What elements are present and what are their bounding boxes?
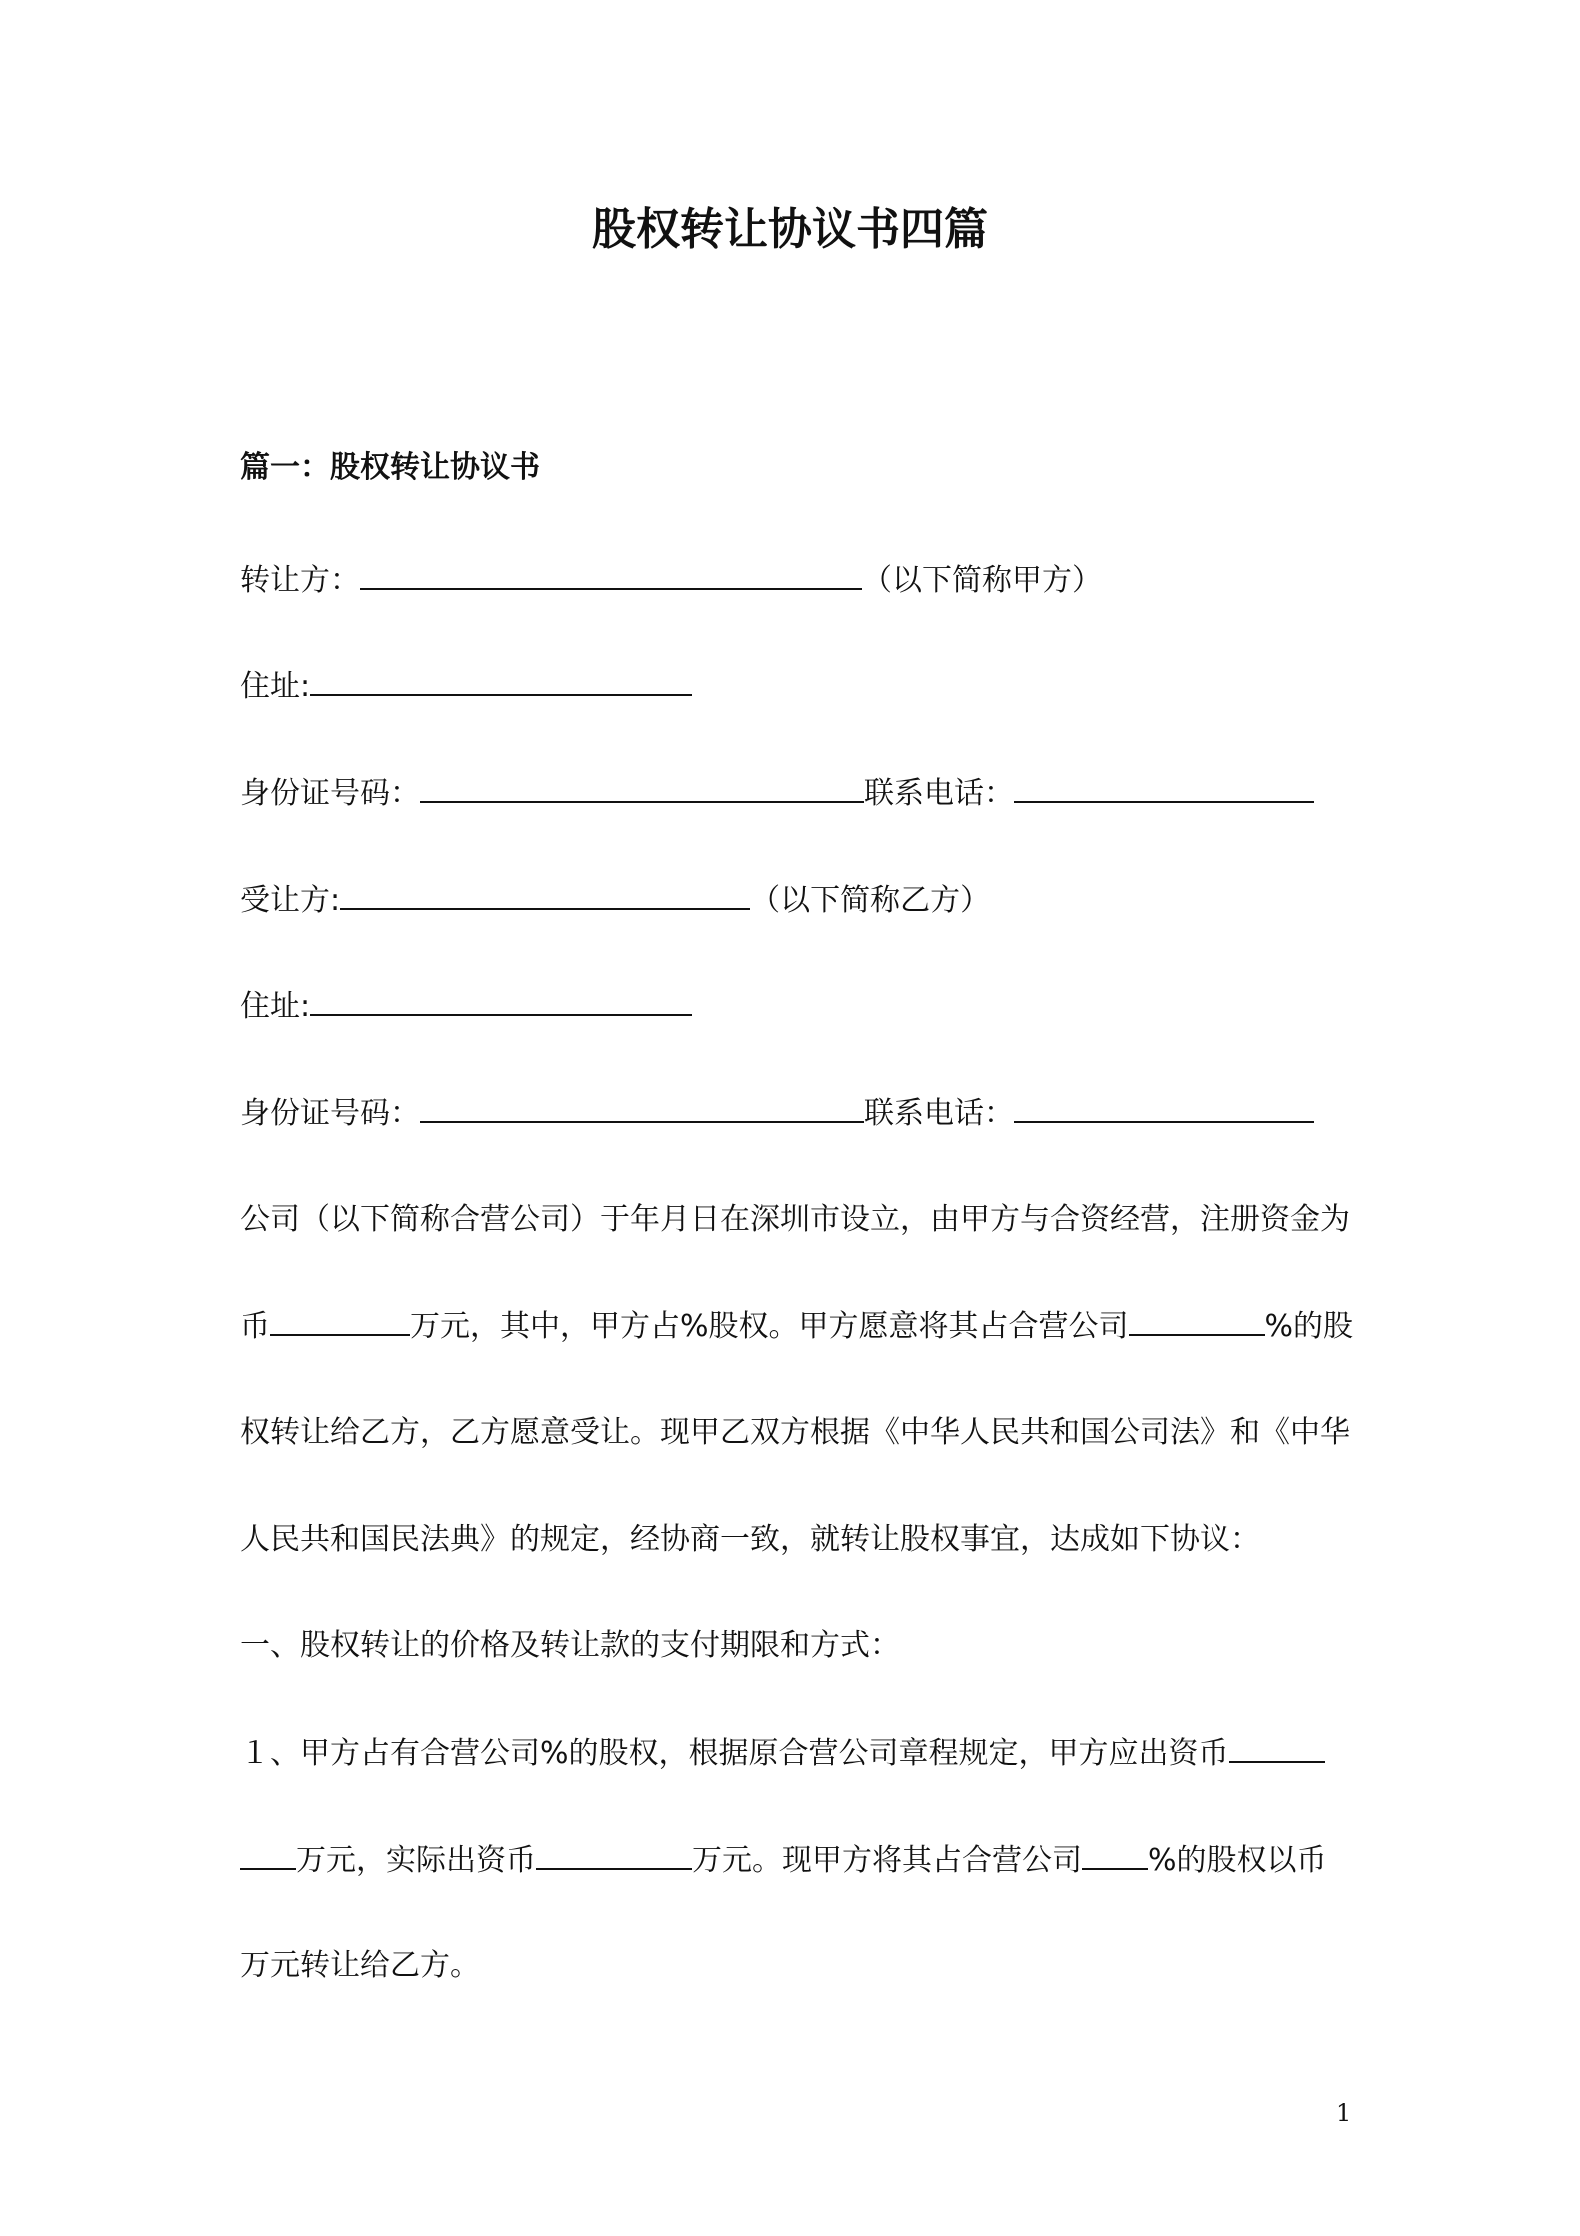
transferor-line <box>240 558 1102 603</box>
contribution-blank-cont[interactable] <box>240 1838 296 1870</box>
clause-line <box>240 1731 1325 1776</box>
percent-blank[interactable] <box>1129 1304 1265 1336</box>
id2-label: 身份证号码： <box>240 1096 420 1131</box>
contribution-blank[interactable] <box>1229 1731 1325 1763</box>
transferee-address-line <box>240 984 692 1029</box>
transferor-suffix: （以下简称甲方） <box>862 563 1102 598</box>
text-fragment: 万元。现甲方将其占合营公司 <box>692 1843 1082 1878</box>
text-fragment: %的股 <box>1264 1309 1354 1344</box>
clause-line <box>240 1838 1327 1883</box>
address2-blank[interactable] <box>310 984 692 1016</box>
transfer-percent-blank[interactable] <box>1082 1838 1148 1870</box>
text-fragment: 万元，其中，甲方占%股权。甲方愿意将其占合营公司 <box>410 1309 1129 1344</box>
phone-label: 联系电话： <box>864 776 1014 811</box>
clause-line: 万元转让给乙方。 <box>240 1948 480 1983</box>
transferor-label: 转让方： <box>240 563 360 598</box>
address-label: 住址: <box>240 669 311 704</box>
id-blank[interactable] <box>420 771 864 803</box>
id2-blank[interactable] <box>420 1091 864 1123</box>
actual-contribution-blank[interactable] <box>536 1838 692 1870</box>
section-heading: 篇一：股权转让协议书 <box>240 450 540 485</box>
text-fragment: %的股权以币 <box>1148 1843 1327 1878</box>
clause-heading: 一、股权转让的价格及转让款的支付期限和方式： <box>240 1628 900 1663</box>
transferee-label: 受让方: <box>240 883 341 918</box>
page-number: 1 <box>1336 2099 1352 2127</box>
id-label: 身份证号码： <box>240 776 420 811</box>
paragraph-line: 权转让给乙方，乙方愿意受让。现甲乙双方根据《中华人民共和国公司法》和《中华 <box>240 1415 1350 1450</box>
paragraph-line: 公司（以下简称合营公司）于年月日在深圳市设立，由甲方与合资经营，注册资金为 <box>240 1202 1350 1237</box>
phone-blank[interactable] <box>1014 771 1314 803</box>
document-title: 股权转让协议书四篇 <box>592 204 988 255</box>
text-fragment: 万元，实际出资币 <box>296 1843 536 1878</box>
address-blank[interactable] <box>310 664 692 696</box>
transferee-line <box>240 878 990 923</box>
text-fragment: 币 <box>240 1309 270 1344</box>
transferor-id-line <box>240 771 1314 816</box>
transferee-id-line <box>240 1091 1314 1136</box>
text-fragment: １、甲方占有合营公司%的股权，根据原合营公司章程规定，甲方应出资币 <box>240 1736 1229 1771</box>
transferor-address-line <box>240 664 692 709</box>
capital-blank[interactable] <box>270 1304 410 1336</box>
paragraph-line: 人民共和国民法典》的规定，经协商一致，就转让股权事宜，达成如下协议： <box>240 1522 1260 1557</box>
phone2-label: 联系电话： <box>864 1096 1014 1131</box>
transferor-blank[interactable] <box>360 558 862 590</box>
transferee-suffix: （以下简称乙方） <box>750 883 991 918</box>
phone2-blank[interactable] <box>1014 1091 1314 1123</box>
address2-label: 住址: <box>240 989 311 1024</box>
paragraph-line <box>240 1304 1353 1349</box>
transferee-blank[interactable] <box>340 878 750 910</box>
